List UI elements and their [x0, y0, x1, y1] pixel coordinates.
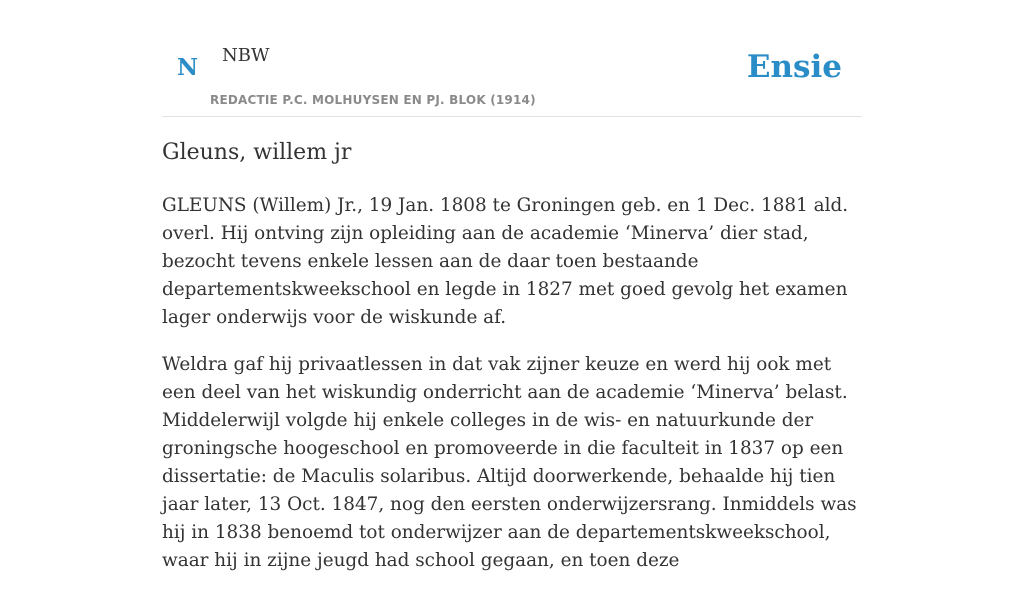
article-title: Gleuns, willem jr [162, 140, 352, 165]
article-body [162, 192, 862, 594]
source-logo-link[interactable]: N [177, 54, 199, 81]
site-header [162, 0, 862, 117]
article-paragraph: GLEUNS (Willem) Jr., 19 Jan. 1808 te Groningen geb. en 1 Dec. 1881 ald. overl. Hij ontving zijn opleiding aan de academie ‘Minerva’ dier stad, bezocht tevens enkele lessen aan de daar toen bestaande departementskweekschool en legde in 1827 met goed gevolg het examen lager onderwijs voor de wiskunde af. [162, 195, 849, 328]
brand-logo-link[interactable]: Ensie [746, 49, 842, 85]
source-name: NBW [222, 45, 270, 66]
source-subtitle: REDACTIE P.C. MOLHUYSEN EN PJ. BLOK (1914) [210, 93, 536, 107]
article-paragraph: Weldra gaf hij privaatlessen in dat vak zijner keuze en werd hij ook met een deel van het wiskundig onderricht aan de academie ‘Minerva’ belast. Middelerwijl volgde hij enkele colleges in de wis- en natuurkunde der groningsche hoogeschool en promoveerde in die faculteit in 1837 op een dissertatie: de Maculis solaribus. Altijd doorwerkende, behaalde hij tien jaar later, 13 Oct. 1847, nog den eersten onderwijzersrang. Inmiddels was hij in 1838 benoemd tot onderwijzer aan de departementskweekschool, waar hij in zijne jeugd had school gegaan, en toen deze [162, 354, 857, 571]
